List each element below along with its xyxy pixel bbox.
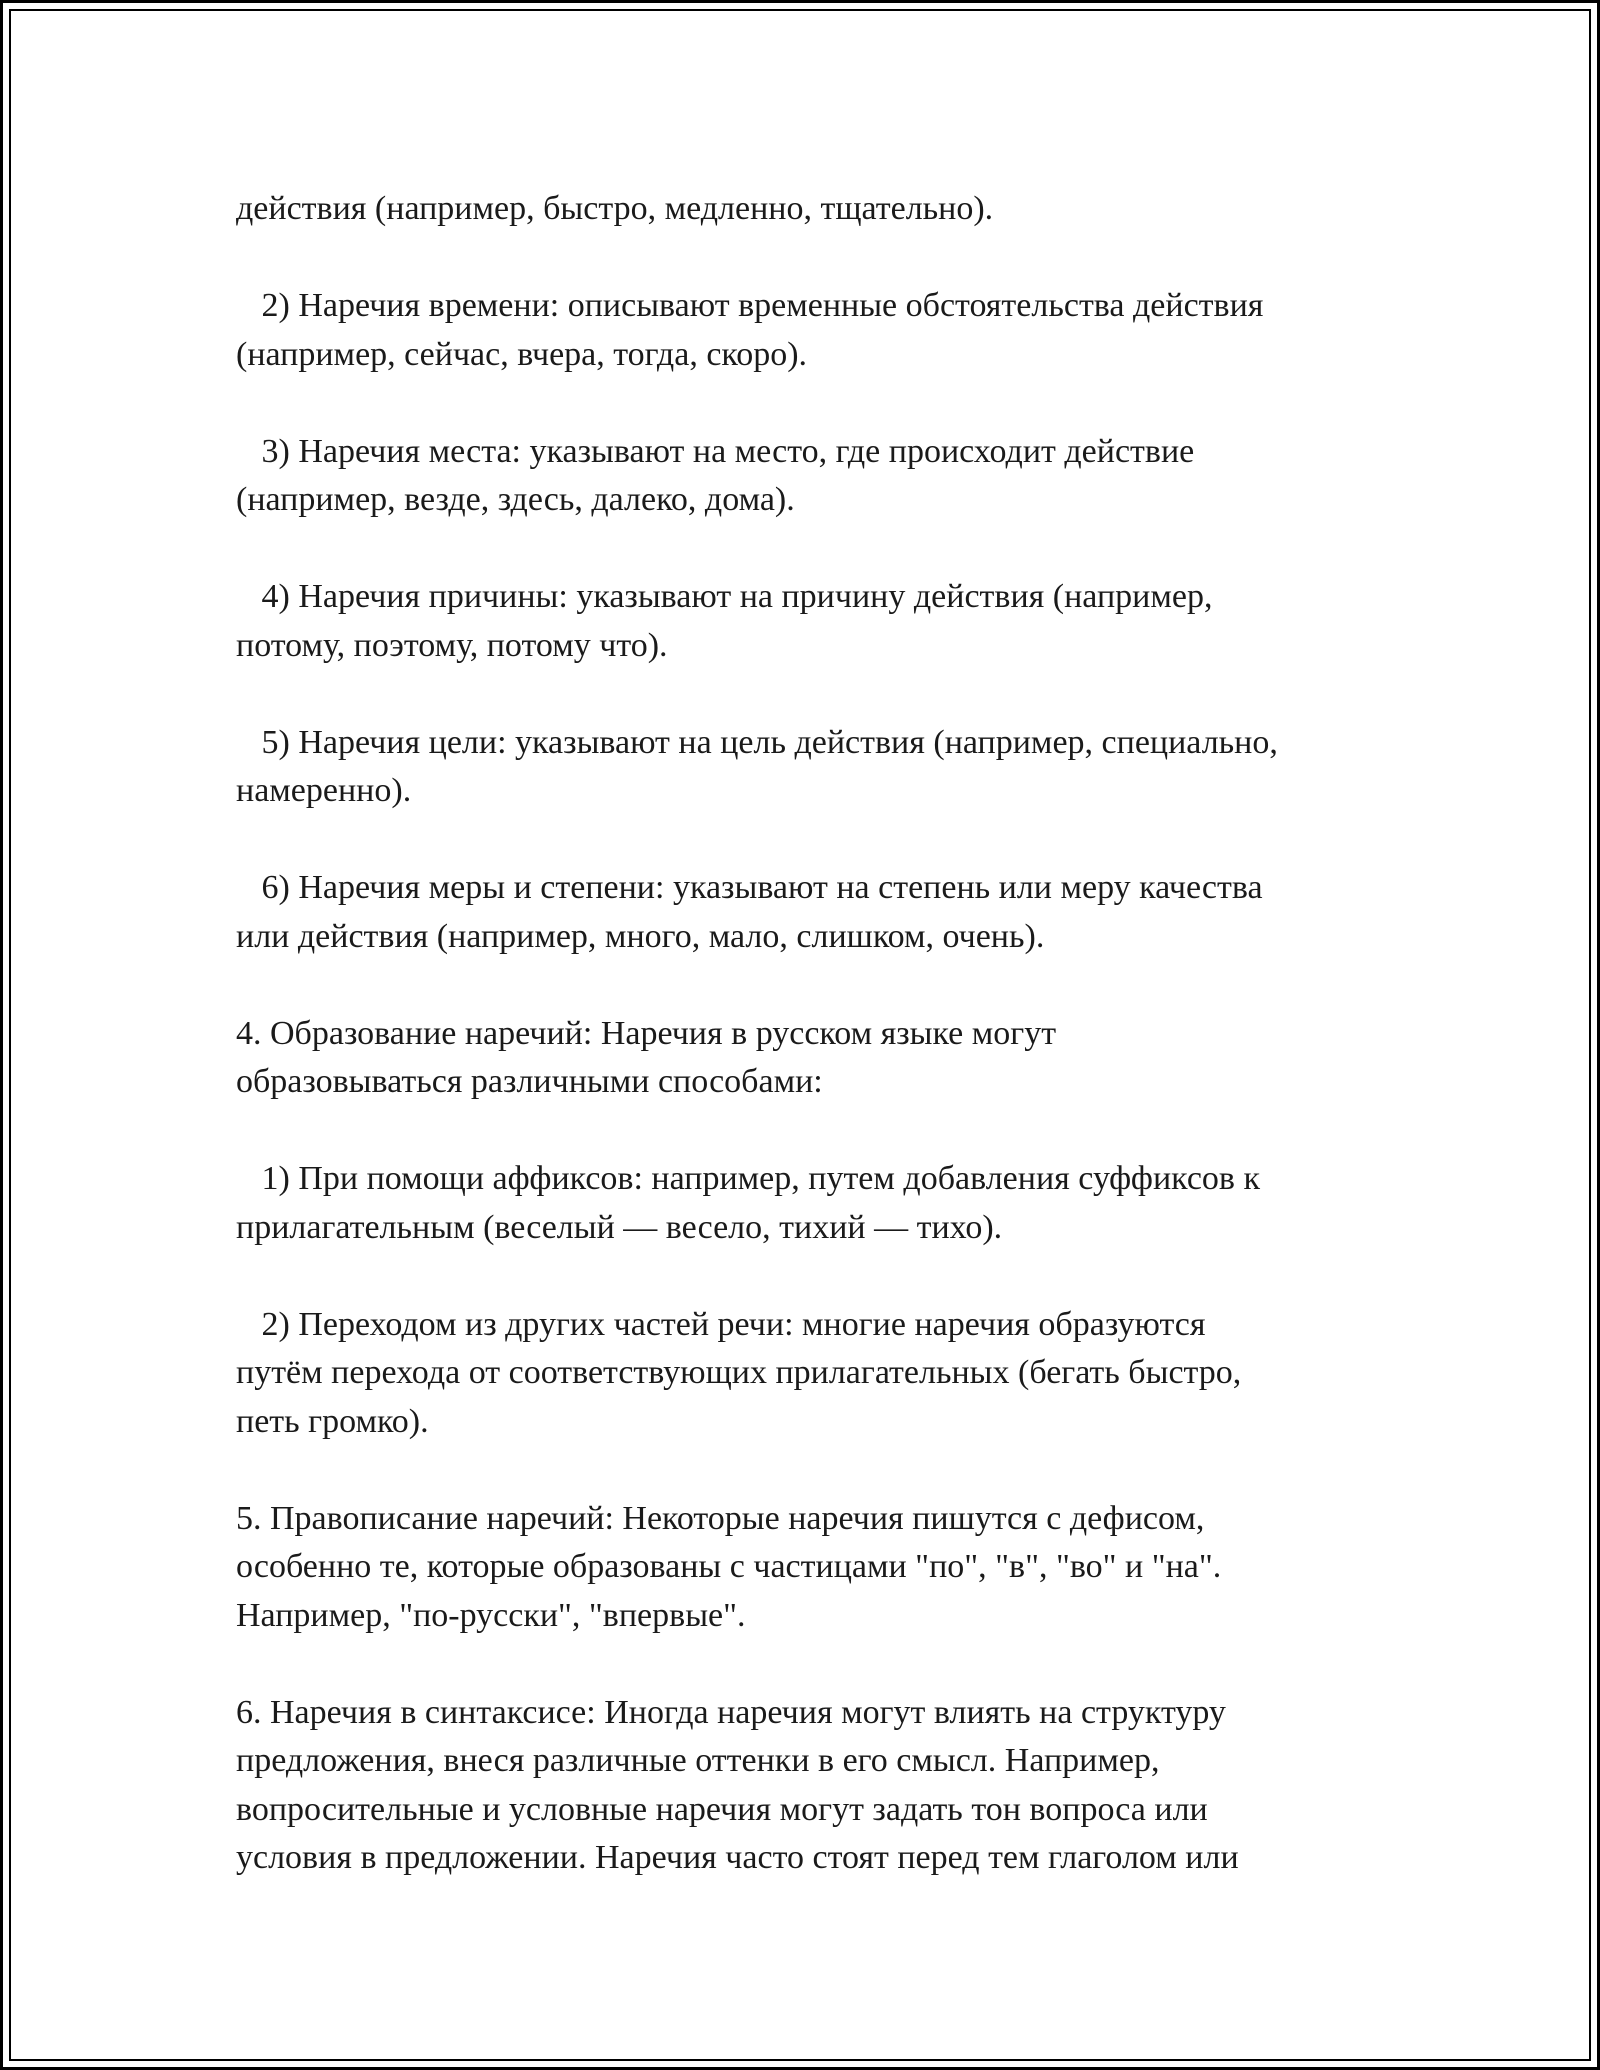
text-line: потому, поэтому, потому что). [236, 626, 668, 664]
text-line: 6. Наречия в синтаксисе: Иногда наречия могут влиять на структуру [236, 1693, 1226, 1731]
text-line: особенно те, которые образованы с частицами "по", "в", "во" и "на". [236, 1548, 1222, 1585]
text-line: путём перехода от соответствующих прилагательных (бегать быстро, [236, 1354, 1242, 1391]
text-line: образовываться различными способами: [236, 1063, 823, 1100]
text-line [236, 1446, 1386, 1495]
text-line: (например, везде, здесь, далеко, дома). [236, 481, 795, 518]
text-line [236, 525, 1386, 574]
text-line [236, 670, 1386, 719]
text-line: условия в предложении. Наречия часто стоят перед тем глаголом или [236, 1839, 1239, 1876]
text-line: 4) Наречия причины: указывают на причину действия (например, [236, 578, 1213, 615]
text-line: 5) Наречия цели: указывают на цель действия (например, специально, [236, 723, 1278, 761]
text-line [236, 379, 1386, 428]
text-line [236, 1640, 1386, 1689]
text-line: 2) Переходом из других частей речи: многие наречия образуются [236, 1305, 1206, 1343]
text-line: 1) При помощи аффиксов: например, путем добавления суффиксов к [236, 1160, 1260, 1197]
text-line: намеренно). [236, 772, 412, 809]
text-line [236, 1252, 1386, 1301]
text-line: петь громко). [236, 1402, 429, 1440]
text-line: 2) Наречия времени: описывают временные обстоятельства действия [236, 287, 1264, 324]
text-line: 3) Наречия места: указывают на место, где происходит действие [236, 432, 1195, 470]
document-body [236, 185, 1386, 1883]
text-line: Например, "по-русски", "впервые". [236, 1596, 746, 1634]
text-line: или действия (например, много, мало, слишком, очень). [236, 917, 1045, 955]
text-line: предложения, внеся различные оттенки в его смысл. Например, [236, 1742, 1160, 1779]
text-line: прилагательным (веселый — весело, тихий — тихо). [236, 1208, 1003, 1246]
text-line: 6) Наречия меры и степени: указывают на степень или меру качества [236, 869, 1263, 906]
text-line: 5. Правописание наречий: Некоторые наречия пишутся с дефисом, [236, 1499, 1205, 1537]
text-line: 4. Образование наречий: Наречия в русском языке могут [236, 1014, 1057, 1052]
text-line: (например, сейчас, вчера, тогда, скоро). [236, 335, 808, 373]
text-line: вопросительные и условные наречия могут задать тон вопроса или [236, 1790, 1208, 1828]
text-line [236, 961, 1386, 1010]
text-line: действия (например, быстро, медленно, тщательно). [236, 190, 994, 227]
text-line [236, 1107, 1386, 1156]
text-line [236, 816, 1386, 865]
text-line [236, 234, 1386, 283]
